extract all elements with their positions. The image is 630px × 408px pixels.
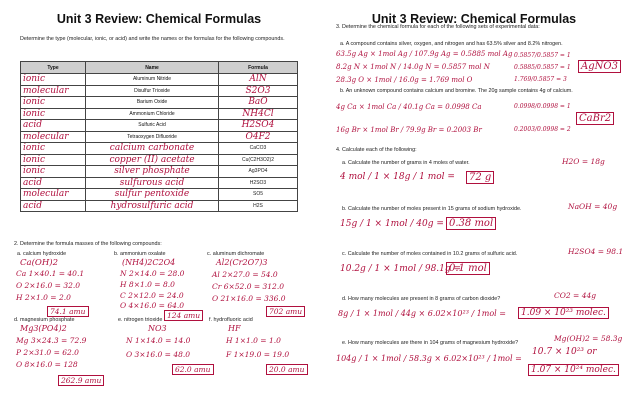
question-3b-prompt: b. An unknown compound contains calcium and bromine. The 20g sample contains 4g of calcium. (340, 88, 573, 94)
compound-name-cell: Ammonium Chloride (86, 108, 219, 120)
compound-type-cell: ionic (21, 108, 86, 120)
table-row (21, 200, 298, 212)
part-2a-line-1: Ca 1×40.1 = 40.1 (16, 269, 85, 278)
question-4-prompt: 4. Calculate each of the following: (336, 147, 417, 153)
table-row (21, 189, 298, 201)
part-2c-line-2: Cr 6×52.0 = 312.0 (212, 282, 284, 291)
compound-name-cell: silver phosphate (86, 166, 219, 178)
part-2d-line-2: P 2×31.0 = 62.0 (16, 348, 79, 357)
part-2a-line-2: O 2×16.0 = 32.0 (16, 281, 81, 290)
question-4a-prompt: a. Calculate the number of grams in 4 moles of water. (342, 160, 470, 166)
part-2b-line-4: O 4×16.0 = 64.0 (120, 301, 185, 310)
compound-name-cell: Barium Oxide (86, 97, 219, 109)
q4e-answer-line-1: 10.7 × 10²³ or (532, 347, 597, 357)
q3b-ratio-1: 0.0998/0.0998 = 1 (514, 103, 571, 110)
q4b-answer: 0.38 mol (446, 217, 496, 230)
compound-formula-cell: NH4Cl (219, 108, 298, 120)
part-2f-formula: HF (228, 324, 241, 333)
q4e-molar-mass-note: Mg(OH)2 = 58.3g (554, 334, 623, 343)
compound-formula-cell: H2SO3 (219, 177, 298, 189)
compound-type-cell: acid (21, 120, 86, 132)
question-4e-prompt: e. How many molecules are there in 104 grams of magnesium hydroxide? (342, 340, 519, 346)
compound-type-cell: ionic (21, 166, 86, 178)
table-row (21, 131, 298, 143)
header-formula: Formula (219, 62, 298, 74)
table-header-row (21, 62, 298, 74)
question-4d-prompt: d. How many molecules are present in 8 grams of carbon dioxide? (342, 296, 501, 302)
question-4c-prompt: c. Calculate the number of moles contained in 10.2 grams of sulfuric acid. (342, 251, 518, 257)
compound-formula-cell: CaCO3 (219, 143, 298, 155)
q3a-ratio-1: 0.5857/0.5857 = 1 (514, 52, 571, 59)
compound-name-cell: sulfur pentoxide (86, 189, 219, 201)
table-row (21, 166, 298, 178)
q3b-answer: CaBr2 (576, 112, 614, 125)
part-2f-answer: 20.0 amu (266, 364, 308, 375)
part-2b-line-2: H 8×1.0 = 8.0 (120, 280, 175, 289)
compound-formula-cell: H2S (219, 200, 298, 212)
compound-type-cell: acid (21, 177, 86, 189)
table-row (21, 143, 298, 155)
compound-name-cell: Aluminum Nitride (86, 74, 219, 86)
compound-formula-cell: Ag3PO4 (219, 166, 298, 178)
compound-formula-cell: BaO (219, 97, 298, 109)
compound-name-cell: Disulfur Trioxide (86, 85, 219, 97)
right-page-title: Unit 3 Review: Chemical Formulas (371, 12, 577, 26)
q3a-work-line-2: 8.2g N × 1mol N / 14.0g N = 0.5857 mol N (336, 63, 490, 71)
part-2f-line-1: H 1×1.0 = 1.0 (226, 336, 281, 345)
table-row (21, 97, 298, 109)
q3a-ratio-3: 1.769/0.5857 = 3 (514, 76, 567, 83)
part-2e-line-2: O 3×16.0 = 48.0 (126, 350, 191, 359)
q4b-molar-mass-note: NaOH = 40g (568, 202, 618, 211)
compound-formula-cell: O4F2 (219, 131, 298, 143)
q3a-work-line-1: 63.5g Ag × 1mol Ag / 107.9g Ag = 0.5885 mol Ag (336, 50, 513, 58)
q4a-molar-mass-note: H2O = 18g (562, 157, 605, 166)
part-2a-line-3: H 2×1.0 = 2.0 (16, 293, 71, 302)
compound-type-cell: ionic (21, 97, 86, 109)
compound-formula-cell: S2O3 (219, 85, 298, 97)
part-2d-line-1: Mg 3×24.3 = 72.9 (16, 336, 87, 345)
part-2a-answer: 74.1 amu (47, 306, 89, 317)
part-2d-label: d. magnesium phosphate (14, 317, 75, 323)
compound-name-cell: Sulfuric Acid (86, 120, 219, 132)
part-2e-label: e. nitrogen trioxide (118, 317, 163, 323)
compound-name-cell: hydrosulfuric acid (86, 200, 219, 212)
part-2f-line-2: F 1×19.0 = 19.0 (226, 350, 290, 359)
q4d-answer: 1.09 × 10²³ molec. (518, 307, 609, 319)
compound-type-cell: ionic (21, 74, 86, 86)
part-2c-line-3: O 21×16.0 = 336.0 (212, 294, 286, 303)
part-2d-answer: 262.9 amu (58, 375, 104, 386)
q3a-ratio-2: 0.5885/0.5857 = 1 (514, 64, 571, 71)
q4d-molar-mass-note: CO2 = 44g (554, 291, 597, 300)
compound-name-cell: copper (II) acetate (86, 154, 219, 166)
right-worksheet-page (318, 0, 630, 408)
question-3a-prompt: a. A compound contains silver, oxygen, and nitrogen and has 63.5% silver and 8.2% nitrogen. (340, 41, 563, 47)
q4c-answer: 0.1 mol (446, 262, 490, 275)
question-3-prompt: 3. Determine the chemical formula for each of the following sets of experimental data: (336, 24, 540, 30)
compound-formula-cell: Cu(C2H3O2)2 (219, 154, 298, 166)
compound-table (20, 61, 298, 212)
compound-type-cell: molecular (21, 131, 86, 143)
q3a-answer: AgNO3 (578, 60, 621, 73)
q4e-work: 104g / 1 × 1mol / 58.3g × 6.02×10²³ / 1mol = (336, 354, 522, 363)
part-2c-line-1: Al 2×27.0 = 54.0 (212, 270, 278, 279)
q4c-molar-mass-note: H2SO4 = 98.1 (568, 247, 624, 256)
compound-formula-cell: SO5 (219, 189, 298, 201)
compound-formula-cell: AlN (219, 74, 298, 86)
compound-name-cell: sulfurous acid (86, 177, 219, 189)
part-2b-formula: (NH4)2C2O4 (122, 258, 176, 267)
table-row (21, 154, 298, 166)
part-2d-line-3: O 8×16.0 = 128 (16, 360, 78, 369)
part-2e-answer: 62.0 amu (172, 364, 214, 375)
question-1-prompt: Determine the type (molecular, ionic, or acid) and write the names or the formulas for the following compounds. (20, 36, 285, 42)
table-row (21, 85, 298, 97)
q4d-work: 8g / 1 × 1mol / 44g × 6.02×10²³ / 1mol = (338, 309, 506, 318)
part-2a-label: a. calcium hydroxide (17, 251, 67, 257)
question-4b-prompt: b. Calculate the number of moles present in 15 grams of sodium hydroxide. (342, 206, 522, 212)
part-2b-line-1: N 2×14.0 = 28.0 (120, 269, 185, 278)
q4b-work: 15g / 1 × 1mol / 40g = (340, 219, 444, 229)
compound-type-cell: ionic (21, 154, 86, 166)
part-2c-formula: Al2(Cr2O7)3 (216, 258, 268, 267)
table-row (21, 74, 298, 86)
compound-type-cell: ionic (21, 143, 86, 155)
part-2a-formula: Ca(OH)2 (20, 258, 58, 268)
header-type: Type (21, 62, 86, 74)
part-2b-answer: 124 amu (164, 310, 203, 321)
question-2-prompt: 2. Determine the formula masses of the following compounds: (14, 241, 162, 247)
table-row (21, 108, 298, 120)
compound-type-cell: acid (21, 200, 86, 212)
q4a-answer: 72 g (466, 171, 494, 184)
q4e-answer-line-2: 1.07 × 10²⁴ molec. (528, 364, 619, 376)
q3b-work-line-2: 16g Br × 1mol Br / 79.9g Br = 0.2003 Br (336, 126, 482, 134)
compound-name-cell: Tetraoxygen Difluoride (86, 131, 219, 143)
q4c-work: 10.2g / 1 × 1mol / 98.1g = (340, 264, 462, 274)
header-name: Name (86, 62, 219, 74)
part-2b-line-3: C 2×12.0 = 24.0 (120, 291, 184, 300)
compound-type-cell: molecular (21, 85, 86, 97)
compound-type-cell: molecular (21, 189, 86, 201)
q3a-work-line-3: 28.3g O × 1mol / 16.0g = 1.769 mol O (336, 76, 473, 84)
part-2b-label: b. ammonium oxalate (114, 251, 166, 257)
part-2e-line-1: N 1×14.0 = 14.0 (126, 336, 191, 345)
left-page-title: Unit 3 Review: Chemical Formulas (56, 12, 262, 26)
table-row (21, 120, 298, 132)
q3b-work-line-1: 4g Ca × 1mol Ca / 40.1g Ca = 0.0998 Ca (336, 103, 482, 111)
compound-name-cell: calcium carbonate (86, 143, 219, 155)
q4a-work: 4 mol / 1 × 18g / 1 mol = (340, 172, 455, 182)
part-2d-formula: Mg3(PO4)2 (20, 324, 67, 333)
part-2f-label: f. hydrofluoric acid (209, 317, 253, 323)
part-2e-formula: NO3 (148, 324, 167, 333)
table-row (21, 177, 298, 189)
compound-formula-cell: H2SO4 (219, 120, 298, 132)
part-2c-answer: 702 amu (266, 306, 305, 317)
q3b-ratio-2: 0.2003/0.0998 = 2 (514, 126, 571, 133)
part-2c-label: c. aluminum dichromate (207, 251, 265, 257)
